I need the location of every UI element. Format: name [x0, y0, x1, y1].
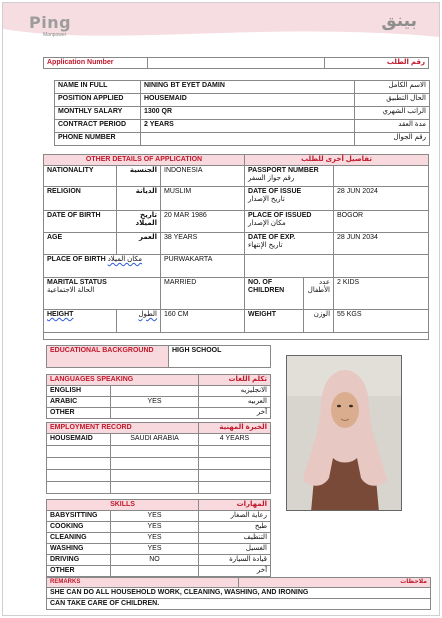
language-name-ar: العربيه [199, 397, 271, 408]
skill-name: OTHER [47, 566, 111, 577]
remarks-label-ar: ملاحظات [239, 578, 431, 588]
employment-position [47, 470, 111, 482]
personal-info-table [54, 80, 430, 146]
table-row [55, 133, 430, 146]
salary-label: MONTHLY SALARY [55, 107, 141, 120]
weight-label: WEIGHT [245, 310, 304, 333]
table-row [44, 255, 429, 278]
skill-name: BABYSITTING [47, 511, 111, 522]
skill-value: NO [111, 555, 199, 566]
table-row [47, 446, 271, 458]
employment-country [111, 482, 199, 494]
place-issued-value: BOGOR [334, 211, 429, 233]
company-logo [29, 13, 71, 32]
passport-label-ar: رقم جواز السفر [248, 175, 295, 183]
table-row [47, 511, 271, 522]
table-row [47, 458, 271, 470]
issue-date-label-en: DATE OF ISSUE [248, 188, 302, 196]
employment-heading-ar: الخبرة المهنية [199, 423, 271, 434]
position-label-ar: الحال التطبيق [355, 94, 430, 107]
table-row [44, 211, 429, 233]
expiry-label [245, 233, 334, 255]
height-value: 160 CM [161, 310, 245, 333]
issue-date-label [245, 187, 334, 211]
employment-table [46, 422, 271, 494]
table-row [44, 166, 429, 187]
phone-label: PHONE NUMBER [55, 133, 141, 146]
table-row [55, 94, 430, 107]
position-label: POSITION APPLIED [55, 94, 141, 107]
education-label: EDUCATIONAL BACKGROUND [47, 346, 169, 368]
language-level: YES [111, 397, 199, 408]
employment-country [111, 446, 199, 458]
skill-name: WASHING [47, 544, 111, 555]
skill-value: YES [111, 544, 199, 555]
language-level [111, 386, 199, 397]
other-details-heading-ar: تفاصيل أخرى للطلب [245, 155, 429, 166]
employment-position [47, 446, 111, 458]
salary-value: 1300 QR [141, 107, 355, 120]
table-row [47, 434, 271, 446]
dob-value: 20 MAR 1986 [161, 211, 245, 233]
contract-value: 2 YEARS [141, 120, 355, 133]
height-label: HEIGHT [44, 310, 117, 333]
other-details-heading: OTHER DETAILS OF APPLICATION [44, 155, 245, 166]
issue-date-label-ar: تاريخ الإصدار [248, 196, 285, 204]
marital-label-ar: الحالة الاجتماعية [47, 287, 95, 295]
application-number-label-ar: رقم الطلب [325, 58, 429, 69]
passport-label [245, 166, 334, 187]
applicant-photo [286, 355, 402, 511]
table-row [47, 408, 271, 419]
religion-value: MUSLIM [161, 187, 245, 211]
weight-value: 55 KGS [334, 310, 429, 333]
employment-country: SAUDI ARABIA [111, 434, 199, 446]
passport-label-en: PASSPORT NUMBER [248, 167, 319, 175]
dob-label-ar: تاريخ الميلاد [117, 211, 161, 233]
religion-label-ar: الديانة [117, 187, 161, 211]
children-label: NO. OF CHILDREN [245, 278, 304, 310]
skill-name-ar: رعاية الصغار [199, 511, 271, 522]
table-row [44, 278, 429, 310]
skill-value: YES [111, 533, 199, 544]
remarks-line-2: CAN TAKE CARE OF CHILDREN. [47, 599, 431, 610]
skill-value: YES [111, 522, 199, 533]
expiry-value: 28 JUN 2034 [334, 233, 429, 255]
table-row [47, 544, 271, 555]
application-number-table [43, 57, 429, 69]
name-label: NAME IN FULL [55, 81, 141, 94]
religion-label: RELIGION [44, 187, 117, 211]
table-row [55, 107, 430, 120]
phone-value [141, 133, 355, 146]
education-table [46, 345, 271, 368]
employment-position [47, 458, 111, 470]
nationality-label-ar: الجنسية [117, 166, 161, 187]
table-row [47, 566, 271, 577]
logo-text: Ping [29, 13, 72, 32]
employment-position [47, 482, 111, 494]
children-value: 2 KIDS [334, 278, 429, 310]
header-banner [3, 3, 440, 45]
empty-value [334, 255, 429, 278]
table-row [47, 482, 271, 494]
employment-period [199, 482, 271, 494]
expiry-label-en: DATE OF EXP. [248, 234, 296, 242]
passport-value [334, 166, 429, 187]
other-details-table [43, 154, 429, 340]
table-row [47, 555, 271, 566]
skill-value: YES [111, 511, 199, 522]
birthplace-label-ar: مكان الميلاد [107, 256, 143, 264]
education-value: HIGH SCHOOL [169, 346, 271, 368]
application-page [2, 2, 440, 616]
applicant-photo-image [287, 356, 402, 511]
employment-period [199, 458, 271, 470]
marital-value: MARRIED [161, 278, 245, 310]
name-label-ar: الاسم الكامل [355, 81, 430, 94]
birthplace-value: PURWAKARTA [161, 255, 245, 278]
table-spacer [44, 333, 429, 340]
nationality-label: NATIONALITY [44, 166, 117, 187]
place-issued-label [245, 211, 334, 233]
remarks-line-1: SHE CAN DO ALL HOUSEHOLD WORK, CLEANING, WASHING, AND IRONING [47, 588, 431, 599]
employment-heading: EMPLOYMENT RECORD [47, 423, 199, 434]
company-logo-arabic: بينق [381, 11, 417, 31]
skill-name-ar: التنظيف [199, 533, 271, 544]
skill-value [111, 566, 199, 577]
language-name-ar: الانجليزيه [199, 386, 271, 397]
table-row [44, 187, 429, 211]
skill-name-ar: آخر [199, 566, 271, 577]
phone-label-ar: رقم الجوال [355, 133, 430, 146]
age-value: 38 YEARS [161, 233, 245, 255]
table-row [47, 533, 271, 544]
remarks-table [46, 577, 431, 610]
language-name: ENGLISH [47, 386, 111, 397]
employment-period [199, 470, 271, 482]
salary-label-ar: الراتب الشهري [355, 107, 430, 120]
logo-subtitle: Manpower [43, 32, 67, 38]
height-label-ar: الطول [117, 310, 161, 333]
dob-label: DATE OF BIRTH [44, 211, 117, 233]
languages-table [46, 374, 271, 419]
age-label-ar: العمر [117, 233, 161, 255]
employment-period: 4 YEARS [199, 434, 271, 446]
table-row [44, 310, 429, 333]
employment-country [111, 458, 199, 470]
skill-name-ar: الغسيل [199, 544, 271, 555]
name-value: NINING BT EYET DAMIN [141, 81, 355, 94]
language-name-ar: آخر [199, 408, 271, 419]
languages-heading: LANGUAGES SPEAKING [47, 375, 199, 386]
weight-label-ar: الوزن [304, 310, 334, 333]
employment-period [199, 446, 271, 458]
language-level [111, 408, 199, 419]
place-issued-label-ar: مكان الإصدار [248, 220, 286, 228]
skill-name-ar: طبخ [199, 522, 271, 533]
table-row [55, 120, 430, 133]
table-row [47, 470, 271, 482]
marital-label-en: MARITAL STATUS [47, 279, 107, 287]
language-name: ARABIC [47, 397, 111, 408]
birthplace-label-en: PLACE OF BIRTH [47, 256, 106, 264]
age-label: AGE [44, 233, 117, 255]
skill-name: DRIVING [47, 555, 111, 566]
remarks-label: REMARKS [47, 578, 239, 588]
application-number-label: Application Number [44, 58, 148, 69]
skills-heading: SKILLS [47, 500, 199, 511]
issue-date-value: 28 JUN 2024 [334, 187, 429, 211]
skills-table [46, 499, 271, 577]
table-row [55, 81, 430, 94]
contract-label: CONTRACT PERIOD [55, 120, 141, 133]
skill-name: CLEANING [47, 533, 111, 544]
application-number-value [148, 58, 325, 69]
skill-name-ar: قيادة السيارة [199, 555, 271, 566]
position-value: HOUSEMAID [141, 94, 355, 107]
table-row [47, 386, 271, 397]
children-label-ar: عدد الأطفال [304, 278, 334, 310]
marital-label [44, 278, 161, 310]
employment-position: HOUSEMAID [47, 434, 111, 446]
table-row [47, 397, 271, 408]
employment-country [111, 470, 199, 482]
contract-label-ar: مدة العقد [355, 120, 430, 133]
languages-heading-ar: تكلم اللغات [199, 375, 271, 386]
skill-name: COOKING [47, 522, 111, 533]
table-row [44, 233, 429, 255]
table-row [47, 522, 271, 533]
birthplace-label [44, 255, 161, 278]
empty-label [245, 255, 334, 278]
language-name: OTHER [47, 408, 111, 419]
nationality-value: INDONESIA [161, 166, 245, 187]
expiry-label-ar: تاريخ الإنتهاء [248, 242, 283, 250]
skills-heading-ar: المهارات [199, 500, 271, 511]
place-issued-label-en: PLACE OF ISSUED [248, 212, 312, 220]
